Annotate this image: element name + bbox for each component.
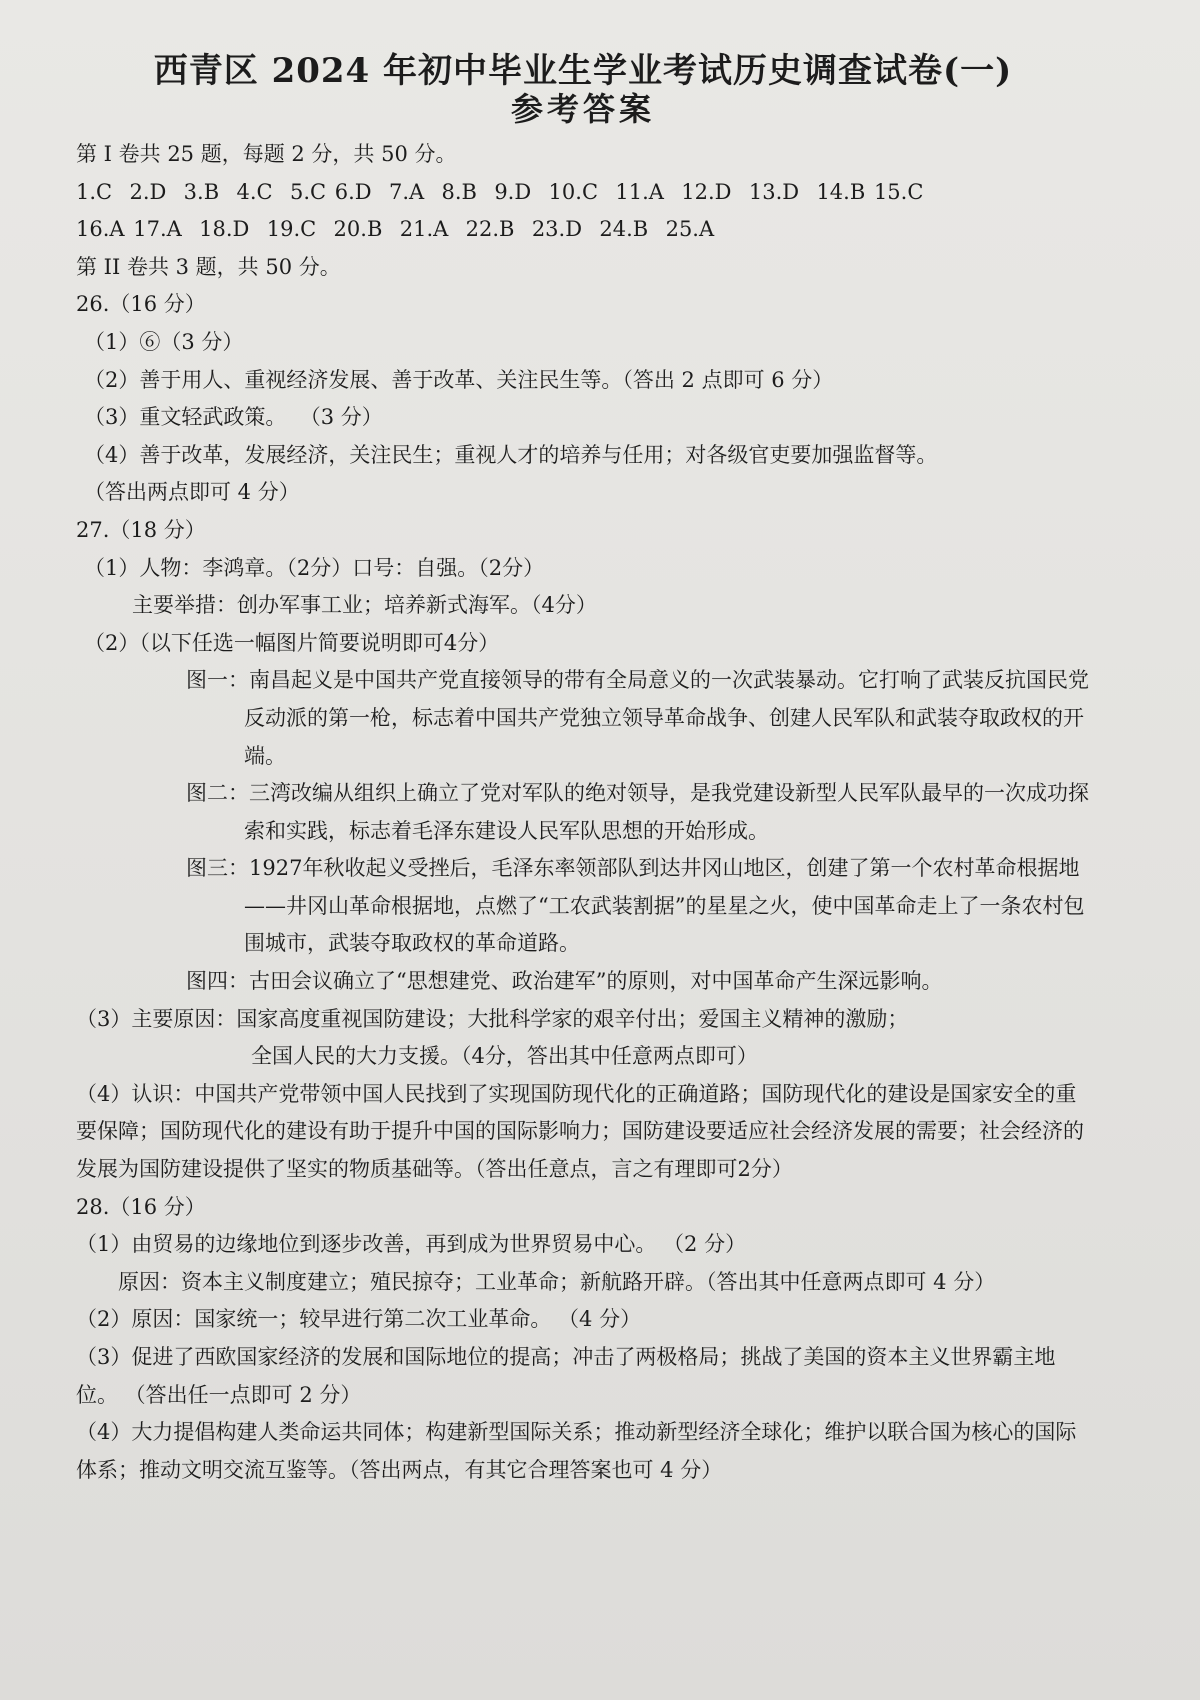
q28-answer-1-reason: 原因：资本主义制度建立；殖民掠夺；工业革命；新航路开辟。（答出其中任意两点即可 4 分）	[118, 1269, 996, 1294]
q28-heading: 28.（16 分）	[76, 1194, 206, 1219]
q27-figure-4-explanation: 图四：古田会议确立了“思想建党、政治建军”的原则，对中国革命产生深远影响。	[186, 969, 943, 994]
q27-heading: 27.（18 分）	[76, 517, 206, 542]
page-title: 西青区 2024 年初中毕业生学业考试历史调查试卷(一)	[153, 51, 1013, 91]
q27-answer-1-measures: 主要举措：创办军事工业；培养新式海军。（4分）	[132, 593, 597, 618]
q26-answer-1: （1）⑥（3 分）	[84, 329, 244, 354]
q28-answer-2: （2）原因：国家统一；较早进行第二次工业革命。 （4 分）	[76, 1307, 642, 1332]
q27-answer-2: （2）（以下任选一幅图片简要说明即可4分）	[84, 630, 500, 655]
q27-figure-1-explanation: 图一：南昌起义是中国共产党直接领导的带有全局意义的一次武装暴动。它打响了武装反抗国民党反动派的第一枪，标志着中国共产党独立领导革命战争、创建人民军队和武装夺取政权的开端。	[186, 668, 1089, 768]
part2-intro: 第 II 卷共 3 题，共 50 分。	[76, 254, 341, 279]
q27-answer-4: （4）认识：中国共产党带领中国人民找到了实现国防现代化的正确道路；国防现代化的建设是国家安全的重要保障；国防现代化的建设有助于提升中国的国际影响力；国防建设要适应社会经济发展的需要；社会经济的发展为国防建设提供了坚实的物质基础等。（答出任意点，言之有理即可2分）	[76, 1081, 1084, 1182]
mc-answers-row-1: 1.C 2.D 3.B 4.C 5.C 6.D 7.A 8.B 9.D 10.C 11.A 12.D 13.D 14.B 15.C	[76, 179, 924, 204]
q26-answer-2: （2）善于用人、重视经济发展、善于改革、关注民生等。（答出 2 点即可 6 分）	[84, 367, 834, 392]
mc-answers-row-2: 16.A 17.A 18.D 19.C 20.B 21.A 22.B 23.D 24.B 25.A	[76, 217, 715, 242]
q28-answer-3: （3）促进了西欧国家经济的发展和国际地位的提高；冲击了两极格局；挑战了美国的资本主义世界霸主地位。 （答出任一点即可 2 分）	[76, 1345, 1056, 1407]
q28-answer-4: （4）大力提倡构建人类命运共同体；构建新型国际关系；推动新型经济全球化；维护以联合国为核心的国际体系；推动文明交流互鉴等。（答出两点，有其它合理答案也可 4 分）	[76, 1420, 1077, 1482]
q27-answer-3: （3）主要原因：国家高度重视国防建设；大批科学家的艰辛付出；爱国主义精神的激励；	[76, 1006, 909, 1031]
q27-answer-3-continued: 全国人民的大力支援。（4分，答出其中任意两点即可）	[251, 1044, 758, 1069]
q26-answer-4: （4）善于改革，发展经济，关注民生；重视人才的培养与任用；对各级官吏要加强监督等。	[84, 442, 938, 467]
q28-answer-1: （1）由贸易的边缘地位到逐步改善，再到成为世界贸易中心。 （2 分）	[76, 1232, 747, 1257]
q27-answer-1: （1）人物：李鸿章。（2分）口号：自强。（2分）	[84, 555, 545, 580]
q26-answer-4-note: （答出两点即可 4 分）	[84, 480, 300, 505]
q26-answer-3: （3）重文轻武政策。 （3 分）	[84, 405, 383, 430]
q26-heading: 26.（16 分）	[76, 292, 206, 317]
part1-intro: 第 I 卷共 25 题，每题 2 分，共 50 分。	[76, 142, 457, 166]
page-subtitle: 参考答案	[510, 90, 655, 128]
q27-figure-3-explanation: 图三：1927年秋收起义受挫后，毛泽东率领部队到达井冈山地区，创建了第一个农村革命根据地——井冈山革命根据地，点燃了“工农武装割据”的星星之火，使中国革命走上了一条农村包围城市，武装夺取政权的革命道路。	[186, 856, 1085, 956]
q27-figure-2-explanation: 图二：三湾改编从组织上确立了党对军队的绝对领导，是我党建设新型人民军队最早的一次成功探索和实践，标志着毛泽东建设人民军队思想的开始形成。	[186, 781, 1089, 843]
